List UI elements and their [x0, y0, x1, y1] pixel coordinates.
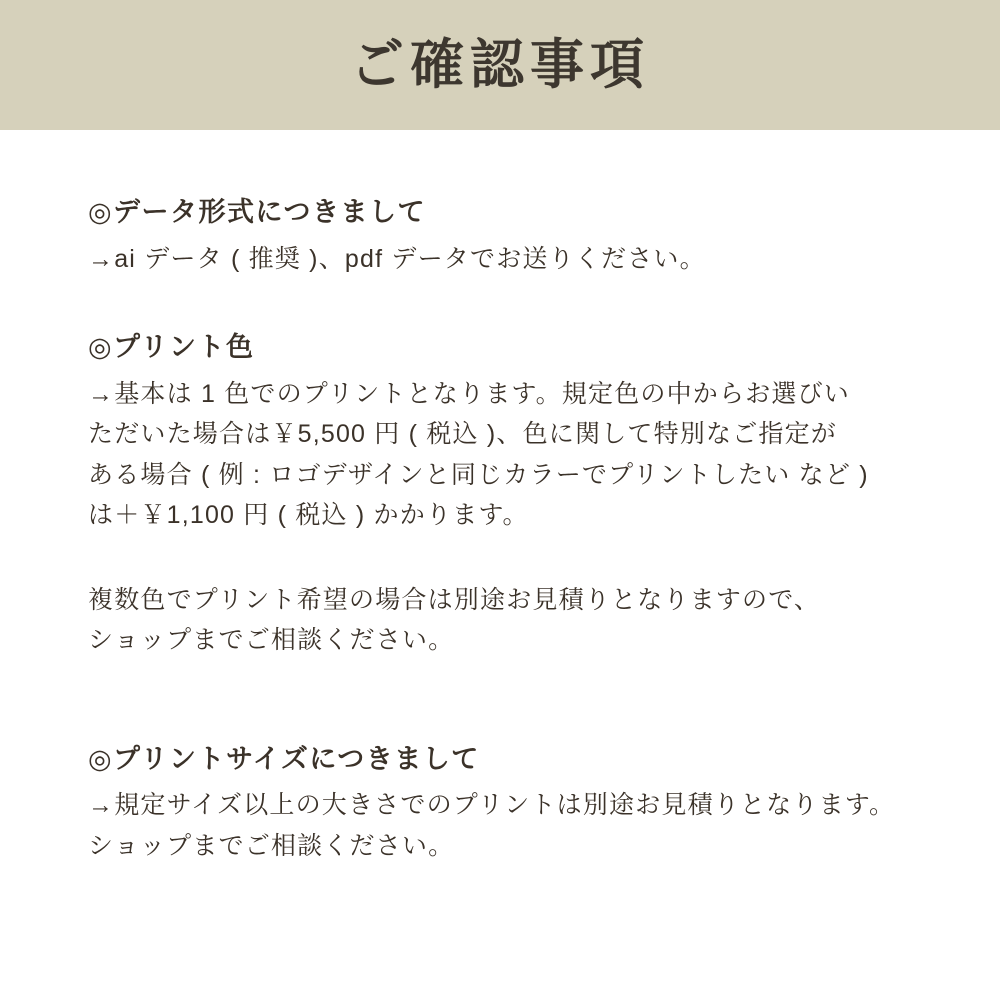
- section-data-format: [88, 192, 912, 279]
- spacer: [88, 279, 912, 327]
- section-print-size: [88, 739, 912, 867]
- section-line: は＋￥1,100 円 ( 税込 ) かかります。: [88, 501, 529, 529]
- section-line: ショップまでご相談ください。: [88, 831, 455, 860]
- section-line: 複数色でプリント希望の場合は別途お見積りとなりますので、: [88, 585, 821, 614]
- header-band: [0, 0, 1000, 130]
- section-print-color: [88, 327, 912, 536]
- section-line: →基本は 1 色でのプリントとなります。規定色の中からお選びい: [88, 379, 850, 408]
- section-line: ただいた場合は￥5,500 円 ( 税込 )、色に関して特別なご指定が: [88, 420, 837, 448]
- section-heading: ◎プリントサイズにつきまして: [88, 743, 480, 774]
- spacer: [88, 661, 912, 739]
- spacer: [88, 536, 912, 580]
- section-heading: ◎データ形式につきまして: [88, 197, 427, 227]
- section-line: ある場合 ( 例 : ロゴデザインと同じカラーでプリントしたい など ): [88, 460, 869, 489]
- section-heading: ◎プリント色: [88, 332, 255, 362]
- content-area: [0, 130, 1000, 1000]
- section-multicolor-note: [88, 580, 912, 661]
- page-title: ご確認事項: [350, 35, 650, 95]
- section-line: →ai データ ( 推奨 )、pdf データでお送りください。: [88, 244, 706, 273]
- section-line: ショップまでご相談ください。: [88, 626, 455, 654]
- section-line: →規定サイズ以上の大きさでのプリントは別途お見積りとなります。: [88, 791, 896, 819]
